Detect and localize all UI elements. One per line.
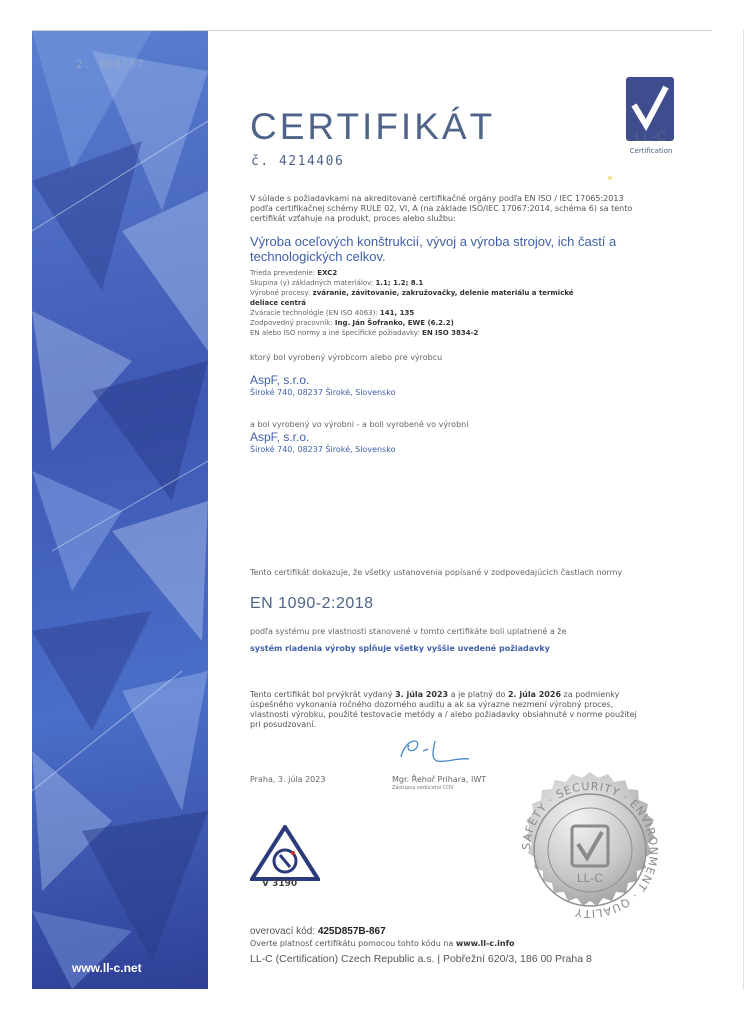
valid-until-date: 2. júla 2026 (507, 690, 562, 699)
details-list (250, 268, 640, 338)
product-description: Výroba oceľových konštrukcií, vývoj a výroba strojov, ich častí a technologických celkov. (250, 234, 617, 264)
logo-text: LL-C (634, 128, 668, 144)
seal-logo-text: LL-C (576, 871, 604, 885)
accreditation-code: V 3190 (262, 879, 298, 889)
plant-address: Široké 740, 08237 Široké, Slovensko (250, 445, 396, 454)
manufacturer-address: Široké 740, 08237 Široké, Slovensko (250, 388, 396, 397)
verification-line: overovací kód: 425D857B-867 (250, 926, 386, 937)
signer-role: Zástupca vedúceho COV (392, 785, 454, 791)
serial-number: 2. 008157 (76, 58, 145, 71)
detail-label: EN alebo ISO normy a iné špecifické požiadavky: (250, 329, 420, 337)
detail-row (250, 288, 640, 298)
certificate-title: CERTIFIKÁT (250, 106, 496, 147)
detail-row (250, 278, 640, 288)
decorative-dot (608, 176, 612, 180)
system-text: podľa systému pre vlastnosti stanovené v tomto certifikáte boli uplatnené a že (250, 627, 567, 636)
manufacturer-name: AspF, s.r.o. (250, 373, 310, 387)
frame-right-line (743, 30, 744, 990)
standard-code: EN 1090-2:2018 (250, 595, 374, 612)
intro-text: V súlade s požiadavkami na akreditované certifikačné orgány podľa EN ISO / IEC 17065:2013 podľa certifikačnej schémy RULE 02, VI, A (na základe ISO/IEC 17067:2014, schéma 6) sa tento certifikát vzťahuje na produkt, proces alebo službu: (250, 194, 633, 223)
accreditation-triangle-icon (250, 825, 320, 883)
manufacturer-label: ktorý bol vyrobený výrobcom alebo pre výrobcu (250, 353, 443, 362)
logo-subtitle: Certification (629, 147, 673, 155)
verification-note: Overte platnosť certifikátu pomocou tohto kódu na www.ll-c.info (250, 939, 515, 948)
issued-date: 3. júla 2023 (395, 690, 449, 699)
detail-value: EN ISO 3834-2 (422, 329, 479, 337)
detail-value: EXC2 (317, 269, 338, 277)
place-date: Praha, 3. júla 2023 (250, 775, 326, 784)
detail-label: Zváracie technológie (EN ISO 4063): (250, 309, 378, 317)
manufacturer-block (250, 373, 395, 397)
signer-name: Mgr. Řehoř Prihara, IWT (392, 775, 487, 784)
plant-name: AspF, s.r.o. (250, 430, 310, 444)
detail-label: Výrobné procesy: (250, 289, 311, 297)
system-statement: systém riadenia výroby spĺňuje všetky vyššie uvedené požiadavky (250, 644, 550, 653)
seal-ring-text: SAFETY · SECURITY · ENVIRONMENT · QUALITY (519, 779, 661, 921)
detail-value: deliace centrá (250, 299, 307, 307)
decorative-sidebar (32, 31, 208, 989)
validity-text: Tento certifikát bol prvýkrát vydaný 3. júla 2023 a je platný do 2. júla 2026 za podmienky úspešného vykonania ročného dozorného auditu a ak sa výrazne nezmení výrobný proces, vlastnosti výrobku, použité testovacie metódy a / alebo požiadavky obsiahnuté v norme použitej pri posudzovaní. (250, 690, 637, 729)
proves-text: Tento certifikát dokazuje, že všetky ustanovenia popísané v zodpovedajúcich častiach normy (250, 568, 623, 577)
detail-row (250, 328, 640, 338)
detail-row (250, 318, 640, 328)
plant-label: a bol vyrobený vo výrobni - a boli vyrobené vo výrobni (250, 420, 469, 429)
detail-row (250, 298, 640, 308)
detail-label: Zodpovedný pracovník: (250, 319, 333, 327)
silver-seal-icon (510, 770, 670, 930)
detail-label: Skupina (y) základných materiálov: (250, 279, 374, 287)
verification-site-link[interactable]: www.ll-c.info (455, 939, 515, 948)
detail-label: Trieda prevedenie: (250, 269, 316, 277)
detail-row (250, 308, 640, 318)
sidebar-url[interactable]: www.ll-c.net (72, 961, 142, 975)
signature-icon (395, 735, 475, 767)
detail-value: zváranie, závitovanie, zakružovačky, delenie materiálu a termické (312, 289, 574, 297)
plant-block (250, 430, 395, 454)
crystal-pattern-icon (32, 31, 208, 989)
detail-value: 141, 135 (379, 309, 415, 317)
certificate-number: č. 4214406 (251, 154, 345, 169)
detail-value: Ing. Ján Šofranko, EWE (6.2.2) (334, 319, 454, 327)
detail-value: 1.1; 1.2; 8.1 (375, 279, 424, 287)
detail-row (250, 268, 640, 278)
issuer-company-line: LL-C (Certification) Czech Republic a.s. | Pobřežní 620/3, 186 00 Praha 8 (250, 953, 592, 965)
verification-code: 425D857B-867 (317, 926, 386, 937)
